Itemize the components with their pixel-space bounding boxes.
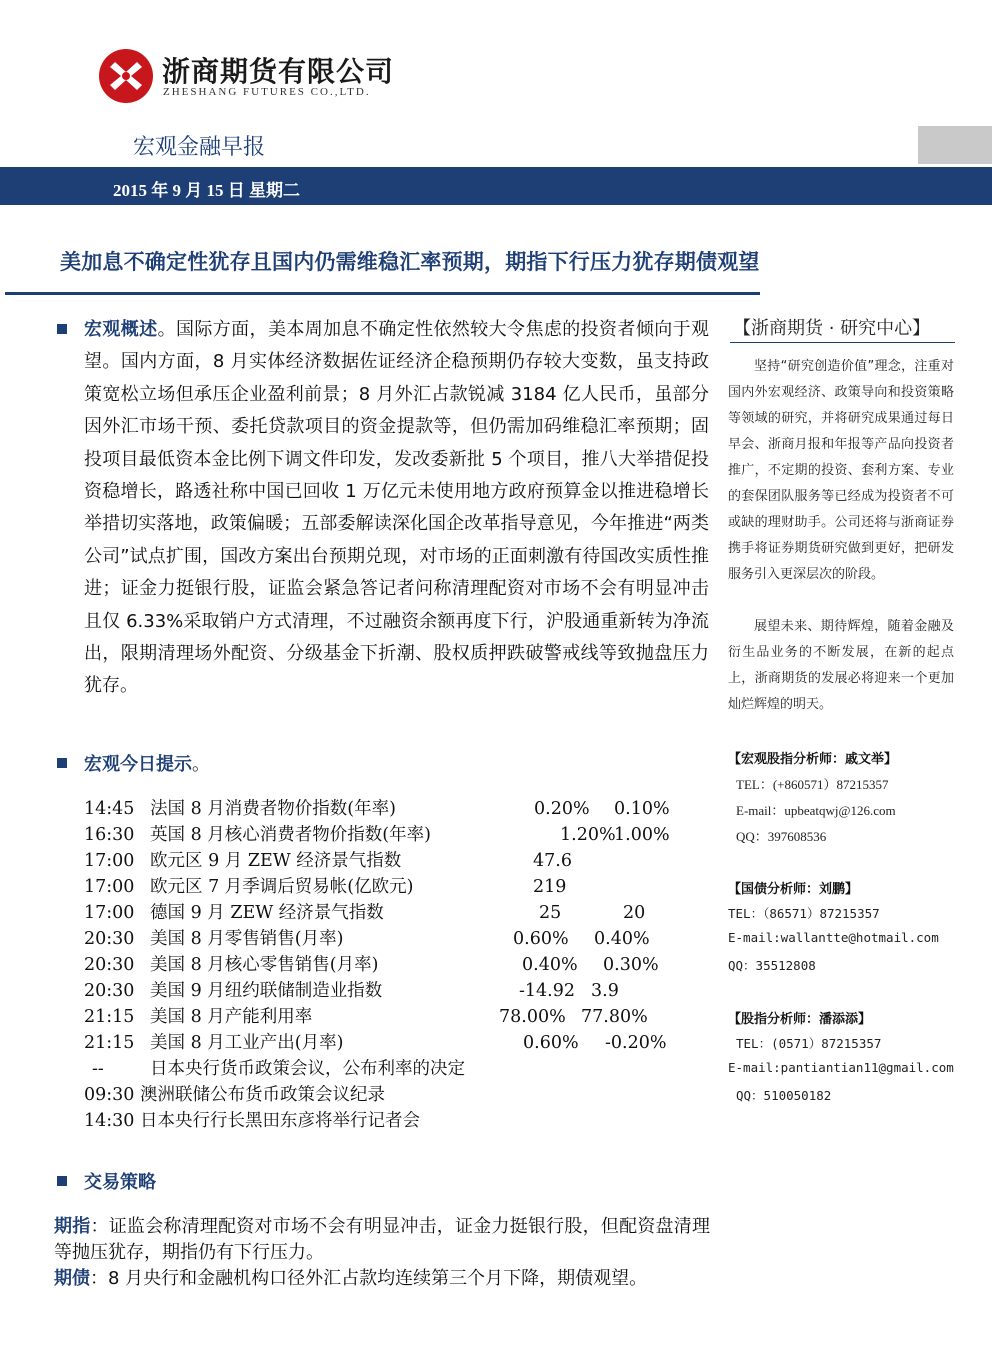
event-time: 16:30 — [84, 825, 135, 845]
overview-heading: 宏观概述 — [84, 319, 158, 340]
analyst-email[interactable]: E-mail:wallantte@hotmail.com — [728, 930, 939, 945]
research-center-title: 【浙商期货 · 研究中心】 — [733, 318, 931, 339]
analyst-name: 【宏观股指分析师：戚文举】 — [728, 752, 898, 767]
overview-text: 。国际方面，美本周加息不确定性依然较大令焦虑的投资者倾向于观望。国内方面，8 月实体经济数据佐证经济企稳预期仍存较大变数，虽支持政策宽松立场但承压企业盈利前景；8 月外汇占款锐减 3184 亿人民币，虽部分因外汇市场干预、委托贷款项目的资金提款等，但仍需加码维稳汇率预期；固投项目最低资本金比例下调文件印发，发改委新批 5 个项目，推八大举措促投资稳增长，路透社称中国已回收 1 万亿元未使用地方政府预算金以推进稳增长举措切实落地，政策偏暖；五部委解读深化国企改革指导意见，今年推进“两类公司”试点扩围，国改方案出台预期兑现，对市场的正面刺激有待国改实质性推进；证金力挺银行股，证监会紧急答记者问称清理配资对市场不会有明显冲击且仅 6.33%采取销户方式清理，不过融资余额再度下行，沪股通重新转为净流出，限期清理场外配资、分级基金下折潮、股权质押跌破警戒线等致抛盘压力犹存。 — [84, 319, 709, 697]
event-name: 欧元区 7 月季调后贸易帐(亿欧元) — [150, 877, 414, 897]
event-forecast-value: 3.9 — [591, 981, 619, 1001]
report-date: 2015 年 9 月 15 日 星期二 — [113, 181, 300, 200]
event-previous-value: 1.20% — [560, 825, 616, 845]
bullet-square-icon — [57, 758, 67, 768]
event-forecast-value: 1.00% — [614, 825, 670, 845]
event-previous-value: 0.60% — [523, 1033, 579, 1053]
analyst-name: 【国债分析师：刘鹏】 — [728, 882, 859, 897]
sidebar-outlook-paragraph: 展望未来、期待辉煌，随着金融及衍生品业务的不断发展，在新的起点上，浙商期货的发展必将迎来一个更加灿烂辉煌的明天。 — [728, 619, 954, 712]
event-time: 20:30 — [84, 981, 135, 1001]
event-forecast-value: 0.10% — [614, 799, 670, 819]
event-previous-value: 78.00% — [499, 1007, 566, 1027]
analyst-email[interactable]: E-mail：upbeatqwj@126.com — [736, 803, 896, 818]
event-name: 美国 8 月产能利用率 — [150, 1007, 313, 1027]
strategy-item-treasury-futures: 期债：8 月央行和金融机构口径外汇占款均连续第三个月下降，期债观望。 — [54, 1268, 648, 1289]
event-name: 日本央行货币政策会议，公布利率的决定 — [150, 1059, 465, 1079]
event-forecast-value: 0.40% — [594, 929, 650, 949]
table-row — [84, 1082, 724, 1108]
event-forecast-value: 77.80% — [581, 1007, 648, 1027]
title-divider — [5, 292, 760, 295]
event-forecast-value: -0.20% — [605, 1033, 667, 1053]
event-previous-value: 0.40% — [522, 955, 578, 975]
analyst-name: 【股指分析师：潘添添】 — [728, 1012, 872, 1027]
event-time: -- — [92, 1059, 104, 1079]
event-time: 17:00 — [84, 877, 135, 897]
table-row — [84, 796, 724, 822]
report-type: 宏观金融早报 — [133, 135, 266, 160]
analyst-email[interactable]: E-mail:pantiantian11@gmail.com — [728, 1060, 954, 1075]
analyst-tel: TEL：（86571）87215357 — [728, 906, 880, 921]
bullet-square-icon — [57, 324, 67, 334]
bullet-square-icon — [57, 1176, 67, 1186]
sidebar-divider — [730, 342, 955, 343]
event-time: 21:15 — [84, 1033, 135, 1053]
header-gray-block — [918, 126, 992, 164]
event-previous-value: 47.6 — [533, 851, 572, 871]
table-row — [84, 1108, 724, 1134]
event-time: 21:15 — [84, 1007, 135, 1027]
event-name: 英国 8 月核心消费者物价指数(年率) — [150, 825, 431, 845]
event-forecast-value: 0.30% — [603, 955, 659, 975]
event-time: 20:30 — [84, 929, 135, 949]
strategy-item-futures-index: 期指：证监会称清理配资对市场不会有明显冲击，证金力挺银行股，但配资盘清理等抛压犹存，期指仍有下行压力。 — [54, 1216, 711, 1263]
event-forecast-value: 20 — [623, 903, 646, 923]
company-logo-icon — [98, 48, 154, 104]
event-previous-value: -14.92 — [519, 981, 576, 1001]
company-name-cn: 浙商期货有限公司 — [162, 55, 395, 88]
event-name: 日本央行行长黑田东彦将举行记者会 — [140, 1111, 420, 1131]
event-time: 17:00 — [84, 851, 135, 871]
event-name: 美国 8 月零售销售(月率) — [150, 929, 344, 949]
sidebar-intro-paragraph: 坚持“研究创造价值”理念，注重对国内外宏观经济、政策导向和投资策略等领域的研究，并将研究成果通过每日早会、浙商月报和年报等产品向投资者推广，不定期的投资、套利方案、专业的套保团队服务等已经成为投资者不可或缺的理财助手。公司还将与浙商证券携手将证券期货研究做到更好，把研发服务引入更深层次的阶段。 — [728, 359, 954, 582]
table-row — [84, 1030, 724, 1056]
table-row — [84, 952, 724, 978]
event-time: 14:45 — [84, 799, 135, 819]
event-name: 美国 8 月核心零售销售(月率) — [150, 955, 379, 975]
page-title: 美加息不确定性犹存且国内仍需维稳汇率预期，期指下行压力犹存期债观望 — [60, 250, 760, 274]
analyst-tel: TEL：(0571）87215357 — [736, 1036, 882, 1051]
table-row — [84, 926, 724, 952]
event-time: 14:30 — [84, 1111, 135, 1131]
event-name: 澳洲联储公布货币政策会议纪录 — [140, 1085, 385, 1105]
table-row — [84, 1004, 724, 1030]
table-row — [84, 874, 724, 900]
today-heading: 宏观今日提示。 — [84, 754, 210, 775]
table-row — [84, 848, 724, 874]
event-time: 09:30 — [84, 1085, 135, 1105]
event-previous-value: 219 — [533, 877, 567, 897]
event-name: 美国 8 月工业产出(月率) — [150, 1033, 344, 1053]
event-previous-value: 25 — [539, 903, 562, 923]
analyst-qq: QQ：510050182 — [736, 1088, 832, 1103]
table-row — [84, 822, 724, 848]
event-name: 德国 9 月 ZEW 经济景气指数 — [150, 903, 384, 923]
analyst-qq: QQ：397608536 — [736, 829, 827, 844]
event-time: 17:00 — [84, 903, 135, 923]
overview-paragraph — [84, 314, 709, 703]
analyst-tel: TEL：(+860571）87215357 — [736, 777, 889, 792]
table-row — [84, 1056, 724, 1082]
table-row — [84, 978, 724, 1004]
event-name: 美国 9 月纽约联储制造业指数 — [150, 981, 383, 1001]
strategy-heading: 交易策略 — [84, 1172, 156, 1193]
event-name: 欧元区 9 月 ZEW 经济景气指数 — [150, 851, 402, 871]
table-row — [84, 900, 724, 926]
company-name-en: ZHESHANG FUTURES CO.,LTD. — [163, 86, 371, 98]
event-name: 法国 8 月消费者物价指数(年率) — [150, 799, 396, 819]
analyst-qq: QQ：35512808 — [728, 958, 816, 973]
event-time: 20:30 — [84, 955, 135, 975]
event-previous-value: 0.20% — [534, 799, 590, 819]
event-previous-value: 0.60% — [513, 929, 569, 949]
